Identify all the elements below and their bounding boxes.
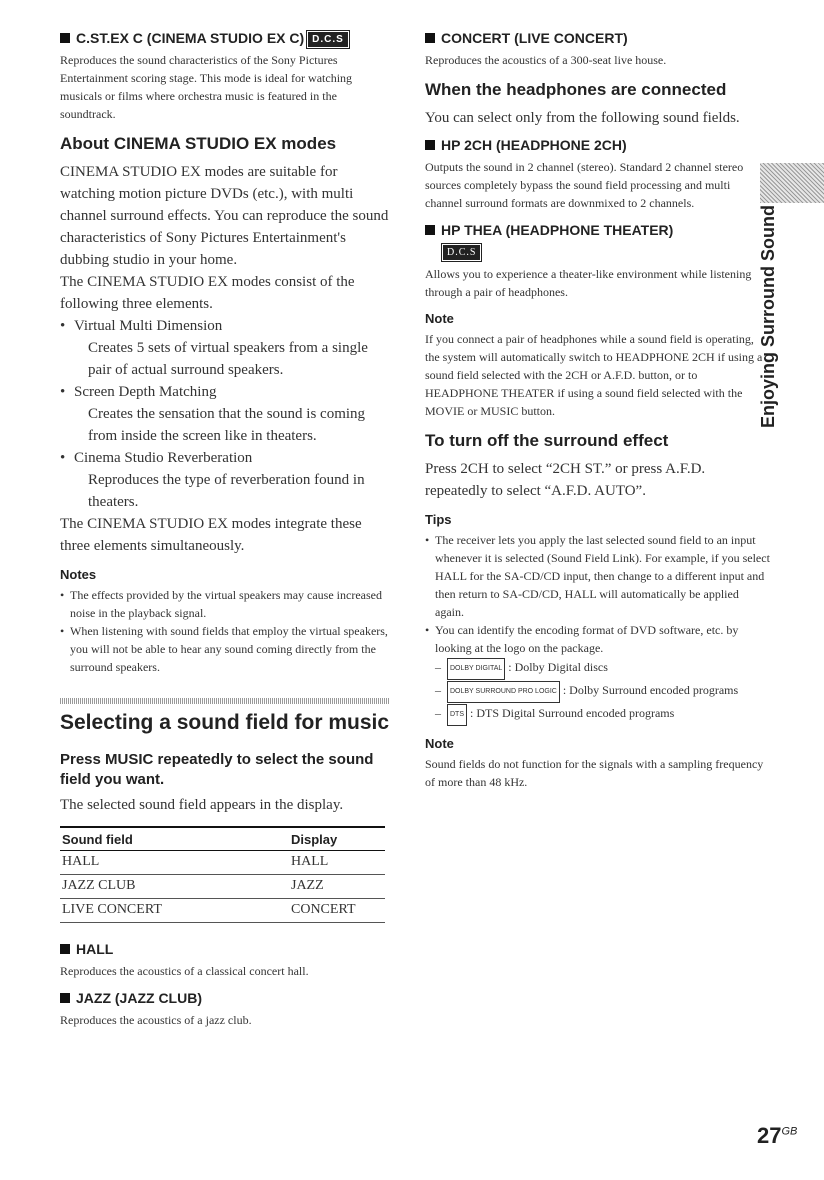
note2-heading: Note [425, 736, 454, 751]
headphones-heading: When the headphones are connected [425, 80, 727, 99]
press-heading: Press MUSIC repeatedly to select the sound field you want. [60, 751, 374, 788]
table-row [60, 875, 385, 899]
table-cell: HALL [60, 851, 289, 875]
note-text: If you connect a pair of headphones while a sound field is operating, the system will automatically switch to HEADPHONE 2CH if using a sound field selected with the 2CH or A.F.D. button, or to HEADPHONE THEATER if using a sound field selected with the MOVIE or MUSIC button. [425, 332, 763, 418]
note-item: • When listening with sound fields that employ the virtual speakers, you will not be able to hear any sound coming directly from the surround speakers. [60, 622, 390, 676]
headphones-text: You can select only from the following sound fields. [425, 110, 740, 126]
turnoff-text: Press 2CH to select “2CH ST.” or press A.F.D. repeatedly to select “A.F.D. AUTO”. [425, 461, 706, 499]
cst-text: Reproduces the sound characteristics of the Sony Pictures Entertainment scoring stage. This mode is ideal for watching musicals or films where orchestra music is featured in the soundtrack. [60, 53, 353, 121]
turnoff-heading: To turn off the surround effect [425, 431, 669, 450]
table-cell: JAZZ CLUB [60, 875, 289, 899]
dolby-digital-logo-icon: DOLBY DIGITAL [447, 658, 505, 680]
element-title: • Cinema Studio Reverberation [60, 447, 390, 469]
element-title: • Screen Depth Matching [60, 381, 390, 403]
jazz-heading: JAZZ (JAZZ CLUB) [60, 990, 390, 1007]
element-desc: Creates the sensation that the sound is coming from inside the screen like in theaters. [88, 406, 366, 444]
hall-heading: HALL [60, 941, 390, 958]
about-paragraph-3: The CINEMA STUDIO EX modes integrate these three elements simultaneously. [60, 516, 362, 554]
bullet-square-icon [60, 993, 70, 1003]
dcs-logo-wrap [439, 243, 770, 261]
tip-item: • The receiver lets you apply the last selected sound field to an input whenever it is selected (Sound Field Link). For example, if you select HALL for the SA-CD/CD input, then change to a different input and then return to SA-CD/CD, HALL will automatically be applied again. [425, 531, 770, 621]
dcs-logo-icon: D.C.S [443, 245, 480, 260]
about-paragraph-2: The CINEMA STUDIO EX modes consist of the following three elements. [60, 274, 355, 312]
logo-line: – DTS : DTS Digital Surround encoded programs [425, 703, 770, 726]
notes-heading: Notes [60, 567, 97, 582]
table-cell: LIVE CONCERT [60, 899, 289, 923]
dcs-logo-icon: D.C.S [308, 32, 348, 47]
note2-text: Sound fields do not function for the signals with a sampling frequency of more than 48 kHz. [425, 757, 764, 789]
table-row [60, 851, 385, 875]
side-tab-marker [760, 163, 824, 203]
hp2ch-heading: HP 2CH (HEADPHONE 2CH) [425, 137, 770, 154]
side-chapter-label: Enjoying Surround Sound [758, 205, 778, 428]
select-heading: Selecting a sound field for music [60, 711, 390, 734]
sound-field-table [60, 826, 385, 923]
table-cell: HALL [289, 851, 385, 875]
hp2ch-text: Outputs the sound in 2 channel (stereo). Standard 2 channel stereo sources completely bypass the sound field processing and multi channel surround formats are downmixed to 2 channels. [425, 160, 744, 210]
left-column [60, 30, 390, 1039]
table-header-row [60, 827, 385, 851]
bullet-square-icon [60, 33, 70, 43]
right-column [425, 30, 770, 801]
dolby-surround-logo-icon: DOLBY SURROUND PRO LOGIC [447, 681, 560, 703]
table-row [60, 899, 385, 923]
table-header: Display [289, 827, 385, 851]
hpthea-heading: HP THEA (HEADPHONE THEATER) [425, 222, 770, 239]
jazz-text: Reproduces the acoustics of a jazz club. [60, 1013, 252, 1027]
press-text: The selected sound field appears in the display. [60, 797, 344, 813]
logo-line: – DOLBY SURROUND PRO LOGIC : Dolby Surround encoded programs [425, 680, 770, 703]
note-heading: Note [425, 311, 454, 326]
tip-item: • You can identify the encoding format of DVD software, etc. by looking at the logo on the package. [425, 621, 770, 657]
logo-line: – DOLBY DIGITAL : Dolby Digital discs [425, 657, 770, 680]
bullet-square-icon [60, 944, 70, 954]
table-cell: CONCERT [289, 899, 385, 923]
page-suffix: GB [781, 1125, 798, 1138]
hall-text: Reproduces the acoustics of a classical concert hall. [60, 964, 309, 978]
note-item: • The effects provided by the virtual speakers may cause increased noise in the playback signal. [60, 586, 390, 622]
bullet-square-icon [425, 140, 435, 150]
table-header: Sound field [60, 827, 289, 851]
tips-heading: Tips [425, 512, 452, 527]
table-cell: JAZZ [289, 875, 385, 899]
element-title: • Virtual Multi Dimension [60, 315, 390, 337]
bullet-square-icon [425, 33, 435, 43]
element-desc: Reproduces the type of reverberation found in theaters. [88, 472, 365, 510]
dts-logo-icon: DTS [447, 704, 467, 726]
about-heading: About CINEMA STUDIO EX modes [60, 134, 337, 153]
hpthea-text: Allows you to experience a theater-like environment while listening through a pair of headphones. [425, 267, 752, 299]
bullet-square-icon [425, 225, 435, 235]
element-desc: Creates 5 sets of virtual speakers from a single pair of actual surround speakers. [88, 340, 368, 378]
page-number: $27^{GB}$ [757, 1123, 798, 1148]
section-divider [60, 698, 390, 704]
concert-text: Reproduces the acoustics of a 300-seat live house. [425, 53, 667, 67]
cst-heading: C.ST.EX C (CINEMA STUDIO EX C) D.C.S [60, 30, 390, 47]
concert-heading: CONCERT (LIVE CONCERT) [425, 30, 770, 47]
about-paragraph-1: CINEMA STUDIO EX modes are suitable for watching motion picture DVDs (etc.), with multi channel surround effects. You can reproduce the sound characteristics of Sony Pictures Entertainment's dubbing studio in your home. [60, 164, 389, 268]
